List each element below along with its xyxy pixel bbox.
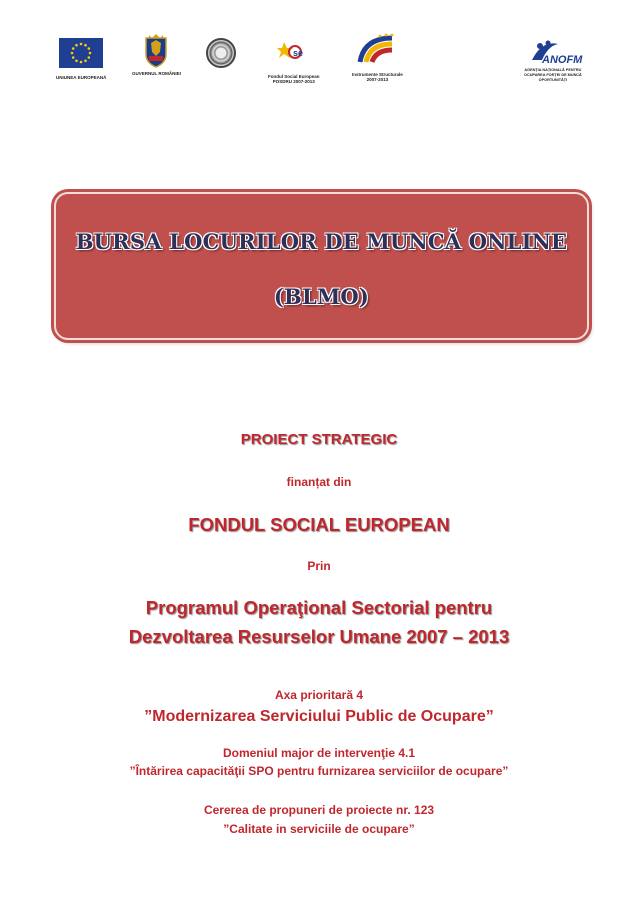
is-caption-2: 2007-2013 [366, 77, 389, 82]
financed-from: finanțat din [286, 475, 352, 489]
structural-instruments-logo [352, 32, 403, 82]
anofm-logo [524, 38, 582, 83]
is-caption-1: Instrumente Structurale [352, 72, 403, 77]
fse-logo-icon [277, 36, 311, 66]
seal-icon [206, 38, 236, 68]
romania-coat-of-arms-icon [143, 34, 169, 68]
call-label: Cererea de propuneri de proiecte nr. 123 [203, 803, 435, 817]
anofm-caption-1: AGENȚIA NAȚIONALĂ PENTRU [524, 68, 582, 72]
axis-title: ”Modernizarea Serviciului Public de Ocupare” [144, 708, 494, 725]
title-banner [54, 192, 589, 340]
seal-logo [206, 38, 236, 68]
eu-logo [56, 38, 106, 80]
program-title-line-1: Programul Operaţional Sectorial pentru [145, 597, 493, 618]
anofm-logo-icon [528, 38, 583, 66]
domain-label: Domeniul major de intervenţie 4.1 [222, 746, 416, 760]
call-title: ”Calitate in serviciile de ocupare” [223, 822, 415, 836]
fse-logo [268, 36, 320, 84]
fund-name: FONDUL SOCIAL EUROPEAN [188, 514, 450, 535]
project-type: PROIECT STRATEGIC [240, 431, 398, 448]
fse-caption-2: POSDRU 2007-2013 [272, 79, 315, 84]
eu-caption: UNIUNEA EUROPEANĂ [56, 75, 107, 80]
anofm-caption-2: OCUPAREA FORȚEI DE MUNCĂ [524, 73, 582, 77]
anofm-wordmark: ANOFM [541, 54, 583, 66]
via-label: Prin [307, 559, 331, 573]
eu-flag-icon [59, 38, 103, 68]
banner-title: BURSA LOCURILOR DE MUNCĂ ONLINE [75, 229, 568, 254]
fse-caption-1: Fondul Social European [268, 74, 320, 79]
banner-acronym: (BLMO) [273, 284, 370, 309]
svg-text:se: se [292, 48, 303, 58]
government-caption: GUVERNUL ROMÂNIEI [132, 71, 181, 76]
program-title-line-2: Dezvoltarea Resurselor Umane 2007 – 2013 [128, 626, 510, 647]
axis-label: Axa prioritară 4 [274, 688, 364, 702]
domain-title: ”Întărirea capacităţii SPO pentru furnizarea serviciilor de ocupare” [129, 764, 509, 778]
government-logo [132, 34, 181, 76]
structural-instruments-icon [356, 32, 398, 68]
anofm-caption-3: OPORTUNITĂȚI [538, 78, 568, 82]
